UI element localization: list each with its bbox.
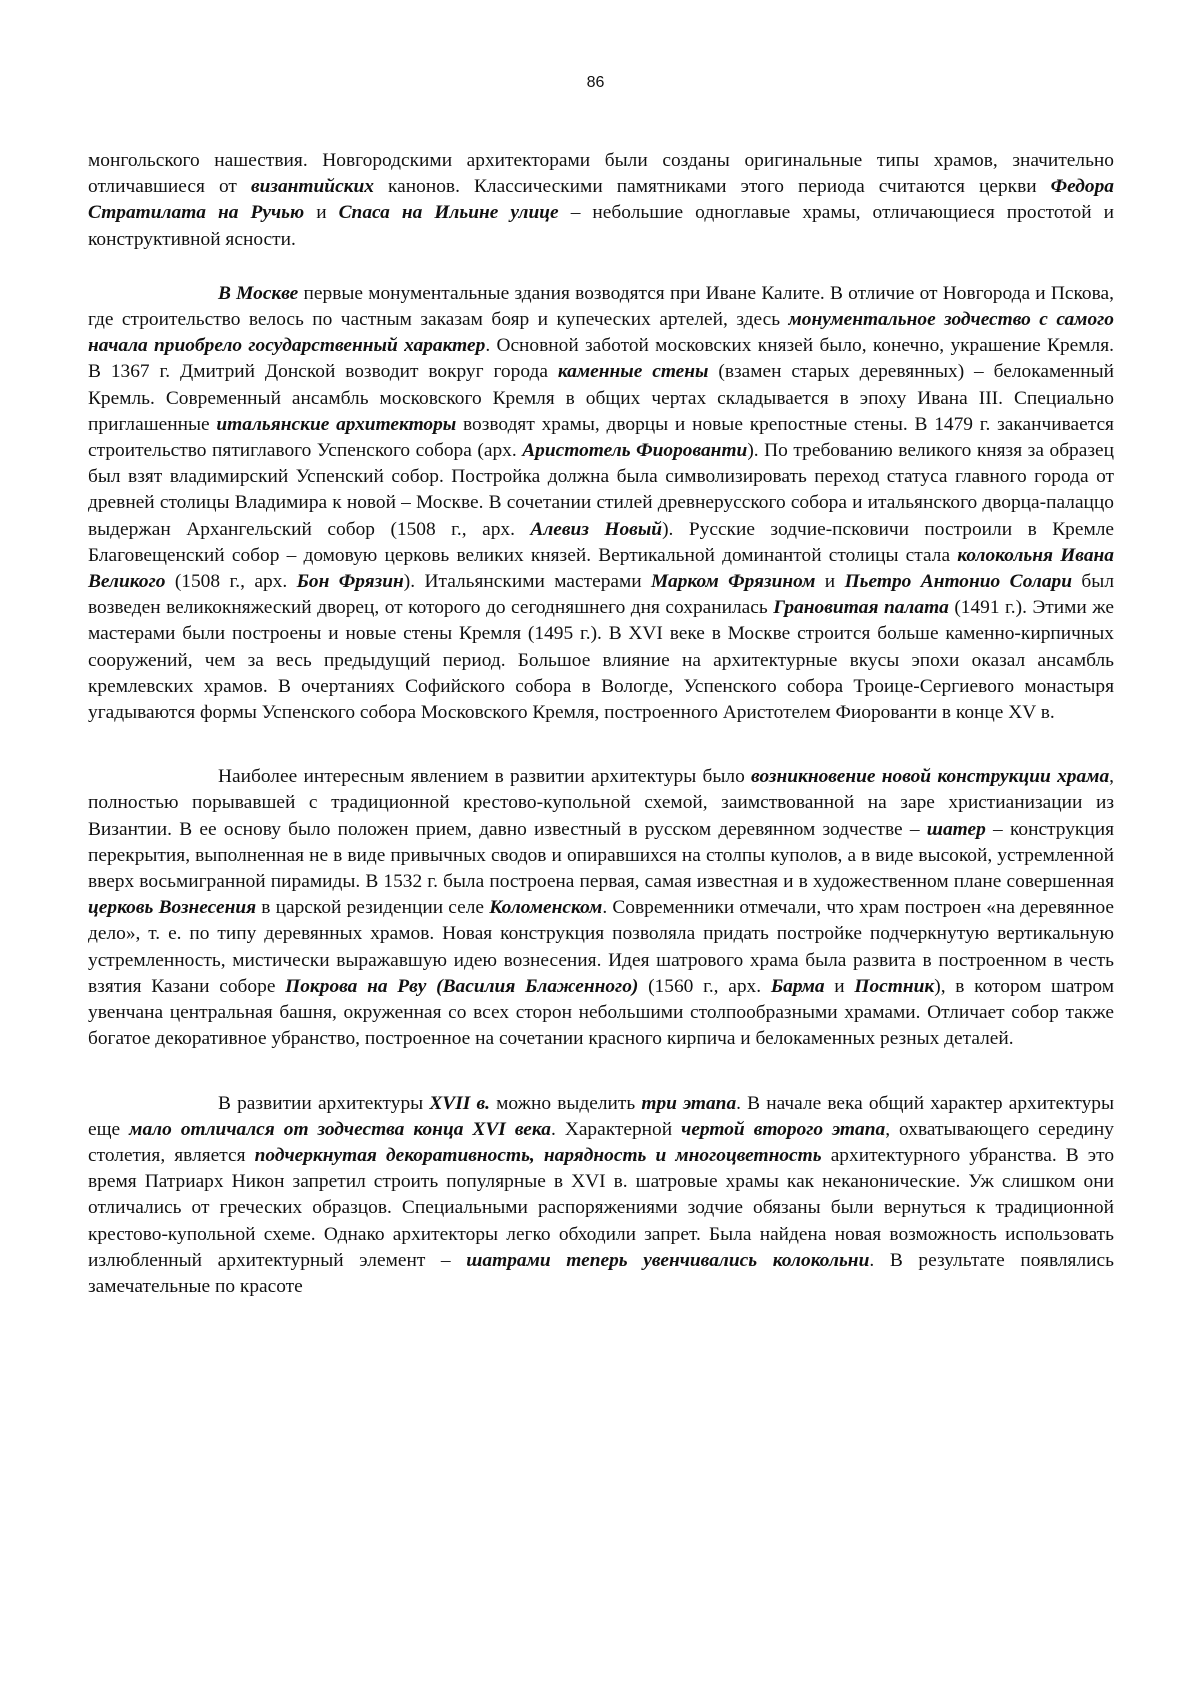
emphasis-text: каменные стены: [557, 361, 709, 383]
body-text: первые монументальные здания возводятся при Иване Калите. В отличие от Новгорода и Пскова, где строительство велось по частным заказам бояр и купеческих артелей, здесь: [88, 282, 1114, 331]
body-text: (1560 г., арх.: [638, 975, 771, 997]
emphasis-text: византийских: [250, 176, 374, 198]
emphasis-text: В Москве: [218, 282, 299, 304]
body-text: , охватывающего середину столетия, является: [88, 1118, 1114, 1166]
body-text: (взамен старых деревянных) – белокаменный Кремль. Современный ансамбль московского Кремля в общих чертах складывается в эпоху Ивана III. Специально приглашенные: [88, 361, 1114, 435]
body-text: монгольского нашествия. Новгородскими архитекторами были созданы оригинальные типы храмов, значительно отличавшиеся от: [88, 150, 1114, 198]
body-text: ). Итальянскими мастерами: [403, 571, 652, 593]
body-text: и: [304, 202, 339, 224]
emphasis-text: Спаса на Ильине улице: [338, 202, 559, 224]
body-text: , полностью порывавшей с традиционной крестово-купольной схемой, заимствованной на заре христианизации из Византии. В ее основу было положен прием, давно известный в русском деревянном зодчестве –: [88, 766, 1115, 840]
body-text: (1508 г., арх.: [165, 571, 297, 593]
body-text: можно выделить: [489, 1092, 642, 1114]
body-text: ), в котором шатром увенчана центральная башня, окруженная со всех сторон небольшими столпообразными храмами. Отличает собор также богатое декоративное убранство, построенное на сочетании красного кирпича и белокаменных резных деталей.: [88, 975, 1115, 1050]
emphasis-text: мало отличался от зодчества конца XVI века: [129, 1118, 551, 1140]
emphasis-text: чертой второго этапа: [681, 1118, 886, 1140]
body-text: ). Русские зодчие-псковичи построили в Кремле Благовещенский собор – домовую церковь великих князей. Вертикальной доминантой столицы стала: [88, 518, 1115, 566]
body-text: в царской резиденции селе: [256, 897, 490, 919]
emphasis-text: подчеркнутая декоративность, нарядность и многоцветность: [254, 1144, 822, 1166]
emphasis-text: церковь Вознесения: [88, 897, 257, 919]
page-number: 86: [586, 74, 605, 91]
document-body: [88, 148, 1114, 1300]
body-text: . Современники отмечали, что храм построен «на деревянное дело», т. е. по типу деревянных храмов. Новая конструкция позволяла придать постройке подчеркнутую вертикальную устремленность, мистически выражавшую идею вознесения. Идея шатрового храма была развита в построенном в честь взятия Казани соборе: [88, 897, 1114, 997]
body-text: – небольшие одноглавые храмы, отличающиеся простотой и конструктивной ясности.: [88, 202, 1115, 250]
emphasis-text: три этапа: [641, 1092, 737, 1114]
body-text: . Характерной: [550, 1118, 682, 1140]
emphasis-text: Барма: [770, 975, 825, 997]
emphasis-text: возникновение новой конструкции храма: [751, 766, 1110, 788]
paragraph-3: [88, 764, 1114, 1052]
emphasis-text: Федора Стратилата на Ручью: [88, 176, 1114, 224]
emphasis-text: итальянские архитекторы: [216, 413, 457, 435]
emphasis-text: шатер: [926, 818, 986, 840]
emphasis-text: XVII в.: [429, 1092, 490, 1114]
emphasis-text: Покрова на Рву (Василия Блаженного): [285, 975, 639, 997]
emphasis-text: колокольня Ивана Великого: [88, 544, 1114, 593]
body-text: канонов. Классическими памятниками этого периода считаются церкви: [374, 176, 1051, 198]
body-text: архитектурного убранства. В это время Патриарх Никон запретил строить популярные в XVI в. шатровые храмы как неканонические. Уж слишком они отличались от греческих образцов. Специальными распоряжениями зодчие обязаны были вернуться к традиционной крестово-купольной схеме. Однако архитекторы легко обходили запрет. Была найдена новая возможность использовать излюбленный архитектурный элемент –: [88, 1144, 1115, 1271]
body-text: (1491 г.). Этими же мастерами были построены и новые стены Кремля (1495 г.). В XVI веке в Москве строится больше каменно-кирпичных сооружений, чем за весь предыдущий период. Большое влияние на архитектурные вкусы эпохи оказал ансамбль кремлевских храмов. В очертаниях Софийского собора в Вологде, Успенского собора Троице-Сергиевого монастыря угадываются формы Успенского собора Московского Кремля, построенного Аристотелем Фиорованти в конце XV в.: [88, 597, 1114, 724]
emphasis-text: Грановитая палата: [773, 597, 949, 619]
body-text: Наиболее интересным явлением в развитии архитектуры было: [218, 766, 752, 788]
body-text: . В начале века общий характер архитектуры еще: [88, 1092, 1114, 1140]
body-text: был возведен великокняжеский дворец, от которого до сегодняшнего дня сохранилась: [88, 571, 1115, 619]
emphasis-text: Алевиз Новый: [530, 518, 663, 540]
emphasis-text: Бон Фрязин: [296, 571, 404, 593]
emphasis-text: Пьетро Антонио Солари: [844, 571, 1073, 593]
emphasis-text: Постник: [854, 975, 935, 997]
paragraph-4: [88, 1091, 1114, 1301]
paragraph-1: [88, 148, 1114, 253]
body-text: . Основной заботой московских князей было, конечно, украшение Кремля. В 1367 г. Дмитрий Донской возводит вокруг города: [88, 335, 1114, 383]
body-text: . В результате появлялись замечательные по красоте: [88, 1249, 1114, 1297]
body-text: ). По требованию великого князя за образец был взят владимирский Успенский собор. Постройка должна была символизировать переход статуса главного города от древней столицы Владимира к новой – Москве. В сочетании стилей древнерусского собора и итальянского дворца-палаццо выдержан Архангельский собор (1508 г., арх.: [88, 440, 1114, 540]
emphasis-text: Аристотель Фиорованти: [522, 440, 748, 462]
emphasis-text: монументальное зодчество с самого начала приобрело государственный характер: [88, 309, 1114, 357]
body-text: возводят храмы, дворцы и новые крепостные стены. В 1479 г. заканчивается строительство пятиглавого Успенского собора (арх.: [88, 413, 1114, 462]
body-text: и: [815, 571, 845, 593]
emphasis-text: Марком Фрязином: [651, 571, 816, 593]
emphasis-text: Коломенском: [489, 897, 603, 919]
emphasis-text: шатрами теперь увенчивались колокольни: [466, 1249, 870, 1271]
paragraph-2: [88, 281, 1114, 726]
body-text: – конструкция перекрытия, выполненная не в виде привычных сводов и опиравшихся на столпы куполов, а в виде высокой, устремленной вверх восьмигранной пирамиды. В 1532 г. была построена первая, самая известная и в художественном плане совершенная: [88, 818, 1114, 893]
body-text: и: [824, 975, 855, 997]
body-text: В развитии архитектуры: [218, 1092, 430, 1114]
